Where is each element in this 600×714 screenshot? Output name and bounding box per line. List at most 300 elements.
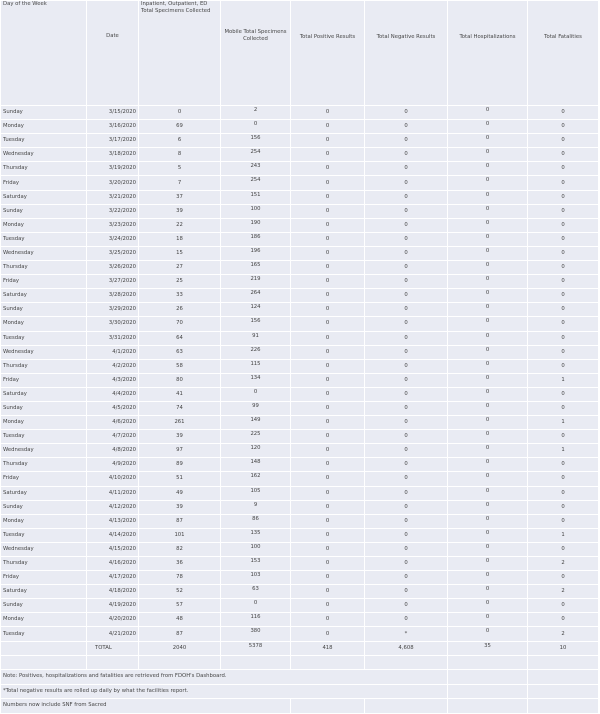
cell-negative: 0 xyxy=(365,444,447,457)
cell-fatalities: 0 xyxy=(528,191,598,204)
blank-row xyxy=(1,656,598,670)
cell-inpatient: 89 xyxy=(139,458,220,471)
cell-fatalities: 0 xyxy=(528,317,598,330)
cell-date: 3/15/2020 xyxy=(87,106,138,119)
cell-negative: 0 xyxy=(365,571,447,584)
cell-inpatient: 57 xyxy=(139,599,220,612)
table-row xyxy=(1,233,598,246)
cell-date: 3/25/2020 xyxy=(87,247,138,260)
cell-fatalities: 1 xyxy=(528,444,598,457)
cell-negative: 0 xyxy=(365,303,447,316)
cell-hospitalizations: 0 xyxy=(448,374,527,387)
cell-negative: 0 xyxy=(365,599,447,612)
cell-positive: 0 xyxy=(291,162,364,175)
cell-negative: 0 xyxy=(365,247,447,260)
cell-inpatient: 78 xyxy=(139,571,220,584)
cell-day-of-week: Thursday xyxy=(1,162,86,175)
table-row xyxy=(1,247,598,260)
cell-positive: 0 xyxy=(291,472,364,485)
cell-date: 3/31/2020 xyxy=(87,332,138,345)
cell-positive: 0 xyxy=(291,303,364,316)
cell-inpatient: 39 xyxy=(139,430,220,443)
cell-negative: 0 xyxy=(365,191,447,204)
cell-negative: 0 xyxy=(365,501,447,514)
cell-fatalities: 0 xyxy=(528,233,598,246)
cell-hospitalizations: 0 xyxy=(448,275,527,288)
cell-positive: 0 xyxy=(291,219,364,232)
cell-day-of-week: Wednesday xyxy=(1,444,86,457)
cell-positive: 0 xyxy=(291,543,364,556)
total-spacer xyxy=(1,642,86,655)
cell-date: 3/28/2020 xyxy=(87,289,138,302)
cell-inpatient: 87 xyxy=(139,627,220,640)
cell-fatalities: 0 xyxy=(528,430,598,443)
cell-date: 4/8/2020 xyxy=(87,444,138,457)
cell-day-of-week: Sunday xyxy=(1,599,86,612)
cell-date: 4/21/2020 xyxy=(87,627,138,640)
cell-negative: * xyxy=(365,627,447,640)
cell-positive: 0 xyxy=(291,148,364,161)
cell-negative: 0 xyxy=(365,458,447,471)
cell-date: 4/5/2020 xyxy=(87,402,138,415)
total-hospitalizations: 35 xyxy=(448,642,527,655)
cell-fatalities: 0 xyxy=(528,219,598,232)
cell-fatalities: 1 xyxy=(528,416,598,429)
cell-mobile: 9 xyxy=(221,501,290,514)
cell-fatalities: 0 xyxy=(528,472,598,485)
cell-negative: 0 xyxy=(365,402,447,415)
cell-inpatient: 22 xyxy=(139,219,220,232)
cell-mobile: 264 xyxy=(221,289,290,302)
header-inpatient: Inpatient, Outpatient, ED Total Specimens Collected xyxy=(139,1,220,105)
cell-fatalities: 0 xyxy=(528,289,598,302)
table-row xyxy=(1,529,598,542)
cell-positive: 0 xyxy=(291,317,364,330)
cell-hospitalizations: 0 xyxy=(448,148,527,161)
cell-date: 4/14/2020 xyxy=(87,529,138,542)
cell-day-of-week: Thursday xyxy=(1,458,86,471)
cell-mobile: 124 xyxy=(221,303,290,316)
cell-date: 3/16/2020 xyxy=(87,120,138,133)
note-snf: Numbers now include SNF from Sacred xyxy=(1,699,290,713)
header-day-of-week: Day of the Week xyxy=(1,1,86,105)
cell-date: 4/10/2020 xyxy=(87,472,138,485)
cell-inpatient: 15 xyxy=(139,247,220,260)
cell-hospitalizations: 0 xyxy=(448,134,527,147)
cell-negative: 0 xyxy=(365,430,447,443)
cell-day-of-week: Wednesday xyxy=(1,346,86,359)
cell-inpatient: 25 xyxy=(139,275,220,288)
cell-mobile: 99 xyxy=(221,402,290,415)
cell-date: 3/22/2020 xyxy=(87,205,138,218)
total-positive: 418 xyxy=(291,642,364,655)
cell-negative: 0 xyxy=(365,472,447,485)
cell-hospitalizations: 0 xyxy=(448,303,527,316)
total-row xyxy=(1,642,598,655)
cell-fatalities: 0 xyxy=(528,261,598,274)
cell-hospitalizations: 0 xyxy=(448,317,527,330)
cell-inpatient: 74 xyxy=(139,402,220,415)
note-row xyxy=(1,685,598,699)
cell-inpatient: 69 xyxy=(139,120,220,133)
cell-negative: 0 xyxy=(365,317,447,330)
cell-day-of-week: Friday xyxy=(1,176,86,189)
cell-date: 3/20/2020 xyxy=(87,176,138,189)
cell-mobile: 0 xyxy=(221,599,290,612)
table-row xyxy=(1,332,598,345)
cell-hospitalizations: 0 xyxy=(448,346,527,359)
cell-negative: 0 xyxy=(365,529,447,542)
cell-fatalities: 0 xyxy=(528,388,598,401)
cell-date: 4/18/2020 xyxy=(87,585,138,598)
cell-positive: 0 xyxy=(291,205,364,218)
cell-mobile: 100 xyxy=(221,543,290,556)
cell-positive: 0 xyxy=(291,613,364,626)
cell-date: 4/13/2020 xyxy=(87,515,138,528)
cell-negative: 0 xyxy=(365,557,447,570)
cell-inpatient: 39 xyxy=(139,205,220,218)
cell-negative: 0 xyxy=(365,205,447,218)
cell-negative: 0 xyxy=(365,332,447,345)
cell-inpatient: 27 xyxy=(139,261,220,274)
cell-day-of-week: Saturday xyxy=(1,388,86,401)
cell-negative: 0 xyxy=(365,487,447,500)
table-row xyxy=(1,205,598,218)
cell-day-of-week: Thursday xyxy=(1,360,86,373)
cell-inpatient: 33 xyxy=(139,289,220,302)
cell-day-of-week: Saturday xyxy=(1,487,86,500)
total-label: TOTAL xyxy=(87,642,138,655)
cell-fatalities: 1 xyxy=(528,374,598,387)
header-negative: Total Negative Results xyxy=(365,1,447,105)
table-row xyxy=(1,515,598,528)
cell-positive: 0 xyxy=(291,402,364,415)
cell-hospitalizations: 0 xyxy=(448,205,527,218)
header-fatalities: Total Fatalities xyxy=(528,1,598,105)
cell-mobile: 165 xyxy=(221,261,290,274)
cell-day-of-week: Monday xyxy=(1,219,86,232)
cell-inpatient: 64 xyxy=(139,332,220,345)
table-row xyxy=(1,134,598,147)
table-row xyxy=(1,585,598,598)
cell-day-of-week: Tuesday xyxy=(1,529,86,542)
cell-hospitalizations: 0 xyxy=(448,191,527,204)
cell-inpatient: 6 xyxy=(139,134,220,147)
cell-day-of-week: Monday xyxy=(1,515,86,528)
cell-positive: 0 xyxy=(291,134,364,147)
cell-date: 3/24/2020 xyxy=(87,233,138,246)
total-mobile: 5378 xyxy=(221,642,290,655)
cell-positive: 0 xyxy=(291,430,364,443)
cell-hospitalizations: 0 xyxy=(448,247,527,260)
cell-date: 3/19/2020 xyxy=(87,162,138,175)
cell-fatalities: 0 xyxy=(528,458,598,471)
cell-inpatient: 48 xyxy=(139,613,220,626)
table-row xyxy=(1,317,598,330)
cell-mobile: 196 xyxy=(221,247,290,260)
cell-date: 4/20/2020 xyxy=(87,613,138,626)
cell-date: 4/3/2020 xyxy=(87,374,138,387)
table-row xyxy=(1,543,598,556)
cell-inpatient: 49 xyxy=(139,487,220,500)
cell-date: 3/21/2020 xyxy=(87,191,138,204)
cell-positive: 0 xyxy=(291,289,364,302)
cell-day-of-week: Tuesday xyxy=(1,627,86,640)
cell-inpatient: 36 xyxy=(139,557,220,570)
cell-mobile: 105 xyxy=(221,487,290,500)
cell-day-of-week: Thursday xyxy=(1,261,86,274)
table-row xyxy=(1,261,598,274)
cell-fatalities: 0 xyxy=(528,106,598,119)
cell-negative: 0 xyxy=(365,233,447,246)
table-row xyxy=(1,346,598,359)
cell-date: 3/23/2020 xyxy=(87,219,138,232)
cell-fatalities: 0 xyxy=(528,275,598,288)
table-row xyxy=(1,487,598,500)
cell-fatalities: 0 xyxy=(528,162,598,175)
cell-mobile: 0 xyxy=(221,388,290,401)
cell-negative: 0 xyxy=(365,176,447,189)
cell-fatalities: 0 xyxy=(528,487,598,500)
table-row xyxy=(1,360,598,373)
cell-mobile: 156 xyxy=(221,134,290,147)
cell-negative: 0 xyxy=(365,289,447,302)
table-row xyxy=(1,402,598,415)
cell-mobile: 380 xyxy=(221,627,290,640)
cell-fatalities: 0 xyxy=(528,613,598,626)
cell-inpatient: 37 xyxy=(139,191,220,204)
table-row xyxy=(1,176,598,189)
cell-day-of-week: Saturday xyxy=(1,289,86,302)
cell-hospitalizations: 0 xyxy=(448,416,527,429)
cell-hospitalizations: 0 xyxy=(448,515,527,528)
cell-positive: 0 xyxy=(291,191,364,204)
cell-date: 4/11/2020 xyxy=(87,487,138,500)
table-row xyxy=(1,120,598,133)
cell-inpatient: 261 xyxy=(139,416,220,429)
cell-fatalities: 0 xyxy=(528,571,598,584)
cell-day-of-week: Sunday xyxy=(1,106,86,119)
cell-date: 3/30/2020 xyxy=(87,317,138,330)
cell-mobile: 254 xyxy=(221,148,290,161)
cell-mobile: 149 xyxy=(221,416,290,429)
cell-date: 4/16/2020 xyxy=(87,557,138,570)
table-row xyxy=(1,501,598,514)
table-row xyxy=(1,219,598,232)
table-row xyxy=(1,444,598,457)
cell-mobile: 120 xyxy=(221,444,290,457)
cell-inpatient: 101 xyxy=(139,529,220,542)
cell-positive: 0 xyxy=(291,515,364,528)
cell-fatalities: 0 xyxy=(528,148,598,161)
cell-positive: 0 xyxy=(291,360,364,373)
cell-negative: 0 xyxy=(365,543,447,556)
table-row xyxy=(1,472,598,485)
cell-fatalities: 0 xyxy=(528,176,598,189)
cell-date: 3/18/2020 xyxy=(87,148,138,161)
cell-hospitalizations: 0 xyxy=(448,557,527,570)
cell-fatalities: 0 xyxy=(528,134,598,147)
cell-inpatient: 52 xyxy=(139,585,220,598)
cell-day-of-week: Monday xyxy=(1,120,86,133)
cell-fatalities: 0 xyxy=(528,402,598,415)
cell-hospitalizations: 0 xyxy=(448,162,527,175)
cell-day-of-week: Thursday xyxy=(1,557,86,570)
cell-hospitalizations: 0 xyxy=(448,458,527,471)
cell-hospitalizations: 0 xyxy=(448,360,527,373)
cell-hospitalizations: 0 xyxy=(448,261,527,274)
cell-inpatient: 7 xyxy=(139,176,220,189)
cell-inpatient: 58 xyxy=(139,360,220,373)
cell-day-of-week: Sunday xyxy=(1,205,86,218)
table-row xyxy=(1,458,598,471)
cell-day-of-week: Sunday xyxy=(1,501,86,514)
cell-day-of-week: Tuesday xyxy=(1,332,86,345)
cell-hospitalizations: 0 xyxy=(448,289,527,302)
table-row xyxy=(1,599,598,612)
cell-negative: 0 xyxy=(365,148,447,161)
cell-fatalities: 0 xyxy=(528,599,598,612)
cell-hospitalizations: 0 xyxy=(448,501,527,514)
table-row xyxy=(1,430,598,443)
cell-positive: 0 xyxy=(291,388,364,401)
cell-hospitalizations: 0 xyxy=(448,613,527,626)
cell-date: 4/17/2020 xyxy=(87,571,138,584)
cell-fatalities: 0 xyxy=(528,515,598,528)
header-date: Date xyxy=(87,1,138,105)
cell-fatalities: 2 xyxy=(528,627,598,640)
cell-hospitalizations: 0 xyxy=(448,176,527,189)
cell-positive: 0 xyxy=(291,416,364,429)
cell-negative: 0 xyxy=(365,613,447,626)
cell-negative: 0 xyxy=(365,219,447,232)
note-source: Note: Positives, hospitalizations and fatalities are retrieved from FDOH's Dashboard. xyxy=(1,670,447,684)
cell-mobile: 186 xyxy=(221,233,290,246)
cell-positive: 0 xyxy=(291,458,364,471)
table-row xyxy=(1,303,598,316)
cell-mobile: 153 xyxy=(221,557,290,570)
table-row xyxy=(1,148,598,161)
table-row xyxy=(1,289,598,302)
cell-hospitalizations: 0 xyxy=(448,599,527,612)
cell-negative: 0 xyxy=(365,261,447,274)
cell-hospitalizations: 0 xyxy=(448,120,527,133)
header-mobile: Mobile Total Specimens Collected xyxy=(221,1,290,105)
cell-day-of-week: Friday xyxy=(1,472,86,485)
table-body xyxy=(1,106,598,641)
cell-mobile: 219 xyxy=(221,275,290,288)
cell-fatalities: 0 xyxy=(528,303,598,316)
cell-fatalities: 2 xyxy=(528,557,598,570)
cell-day-of-week: Monday xyxy=(1,613,86,626)
cell-mobile: 116 xyxy=(221,613,290,626)
cell-positive: 0 xyxy=(291,247,364,260)
cell-negative: 0 xyxy=(365,106,447,119)
cell-inpatient: 0 xyxy=(139,106,220,119)
table-row xyxy=(1,374,598,387)
cell-mobile: 254 xyxy=(221,176,290,189)
cell-inpatient: 87 xyxy=(139,515,220,528)
cell-date: 3/29/2020 xyxy=(87,303,138,316)
note-row xyxy=(1,670,598,684)
cell-date: 4/19/2020 xyxy=(87,599,138,612)
cell-date: 4/9/2020 xyxy=(87,458,138,471)
cell-positive: 0 xyxy=(291,106,364,119)
cell-negative: 0 xyxy=(365,120,447,133)
cell-positive: 0 xyxy=(291,557,364,570)
cell-negative: 0 xyxy=(365,374,447,387)
table-row xyxy=(1,557,598,570)
cell-hospitalizations: 0 xyxy=(448,233,527,246)
cell-positive: 0 xyxy=(291,627,364,640)
cell-negative: 0 xyxy=(365,275,447,288)
cell-positive: 0 xyxy=(291,585,364,598)
cell-positive: 0 xyxy=(291,275,364,288)
cell-day-of-week: Monday xyxy=(1,317,86,330)
cell-fatalities: 0 xyxy=(528,120,598,133)
cell-mobile: 148 xyxy=(221,458,290,471)
cell-inpatient: 63 xyxy=(139,346,220,359)
cell-negative: 0 xyxy=(365,416,447,429)
cell-day-of-week: Friday xyxy=(1,275,86,288)
cell-fatalities: 0 xyxy=(528,346,598,359)
cell-inpatient: 41 xyxy=(139,388,220,401)
cell-positive: 0 xyxy=(291,346,364,359)
cell-inpatient: 51 xyxy=(139,472,220,485)
cell-hospitalizations: 0 xyxy=(448,472,527,485)
cell-fatalities: 0 xyxy=(528,205,598,218)
cell-hospitalizations: 0 xyxy=(448,219,527,232)
cell-positive: 0 xyxy=(291,332,364,345)
cell-day-of-week: Saturday xyxy=(1,585,86,598)
header-positive: Total Positive Results xyxy=(291,1,364,105)
cell-day-of-week: Sunday xyxy=(1,303,86,316)
cell-inpatient: 97 xyxy=(139,444,220,457)
cell-fatalities: 0 xyxy=(528,501,598,514)
total-fatalities: 10 xyxy=(528,642,598,655)
cell-day-of-week: Monday xyxy=(1,416,86,429)
cell-day-of-week: Tuesday xyxy=(1,134,86,147)
cell-mobile: 63 xyxy=(221,585,290,598)
cell-fatalities: 0 xyxy=(528,332,598,345)
cell-day-of-week: Wednesday xyxy=(1,247,86,260)
cell-mobile: 243 xyxy=(221,162,290,175)
cell-inpatient: 82 xyxy=(139,543,220,556)
cell-hospitalizations: 0 xyxy=(448,487,527,500)
cell-positive: 0 xyxy=(291,374,364,387)
cell-negative: 0 xyxy=(365,515,447,528)
cell-inpatient: 8 xyxy=(139,148,220,161)
cell-fatalities: 0 xyxy=(528,247,598,260)
cell-mobile: 190 xyxy=(221,219,290,232)
cell-fatalities: 1 xyxy=(528,529,598,542)
cell-mobile: 151 xyxy=(221,191,290,204)
cell-hospitalizations: 0 xyxy=(448,388,527,401)
note-negative: *Total negative results are rolled up daily by what the facilities report. xyxy=(1,685,447,699)
cell-day-of-week: Saturday xyxy=(1,191,86,204)
cell-date: 4/6/2020 xyxy=(87,416,138,429)
cell-fatalities: 0 xyxy=(528,360,598,373)
table-row xyxy=(1,613,598,626)
cell-positive: 0 xyxy=(291,233,364,246)
cell-date: 4/7/2020 xyxy=(87,430,138,443)
cell-mobile: 103 xyxy=(221,571,290,584)
cell-mobile: 2 xyxy=(221,106,290,119)
cell-positive: 0 xyxy=(291,487,364,500)
cell-hospitalizations: 0 xyxy=(448,430,527,443)
cell-inpatient: 80 xyxy=(139,374,220,387)
cell-day-of-week: Sunday xyxy=(1,402,86,415)
